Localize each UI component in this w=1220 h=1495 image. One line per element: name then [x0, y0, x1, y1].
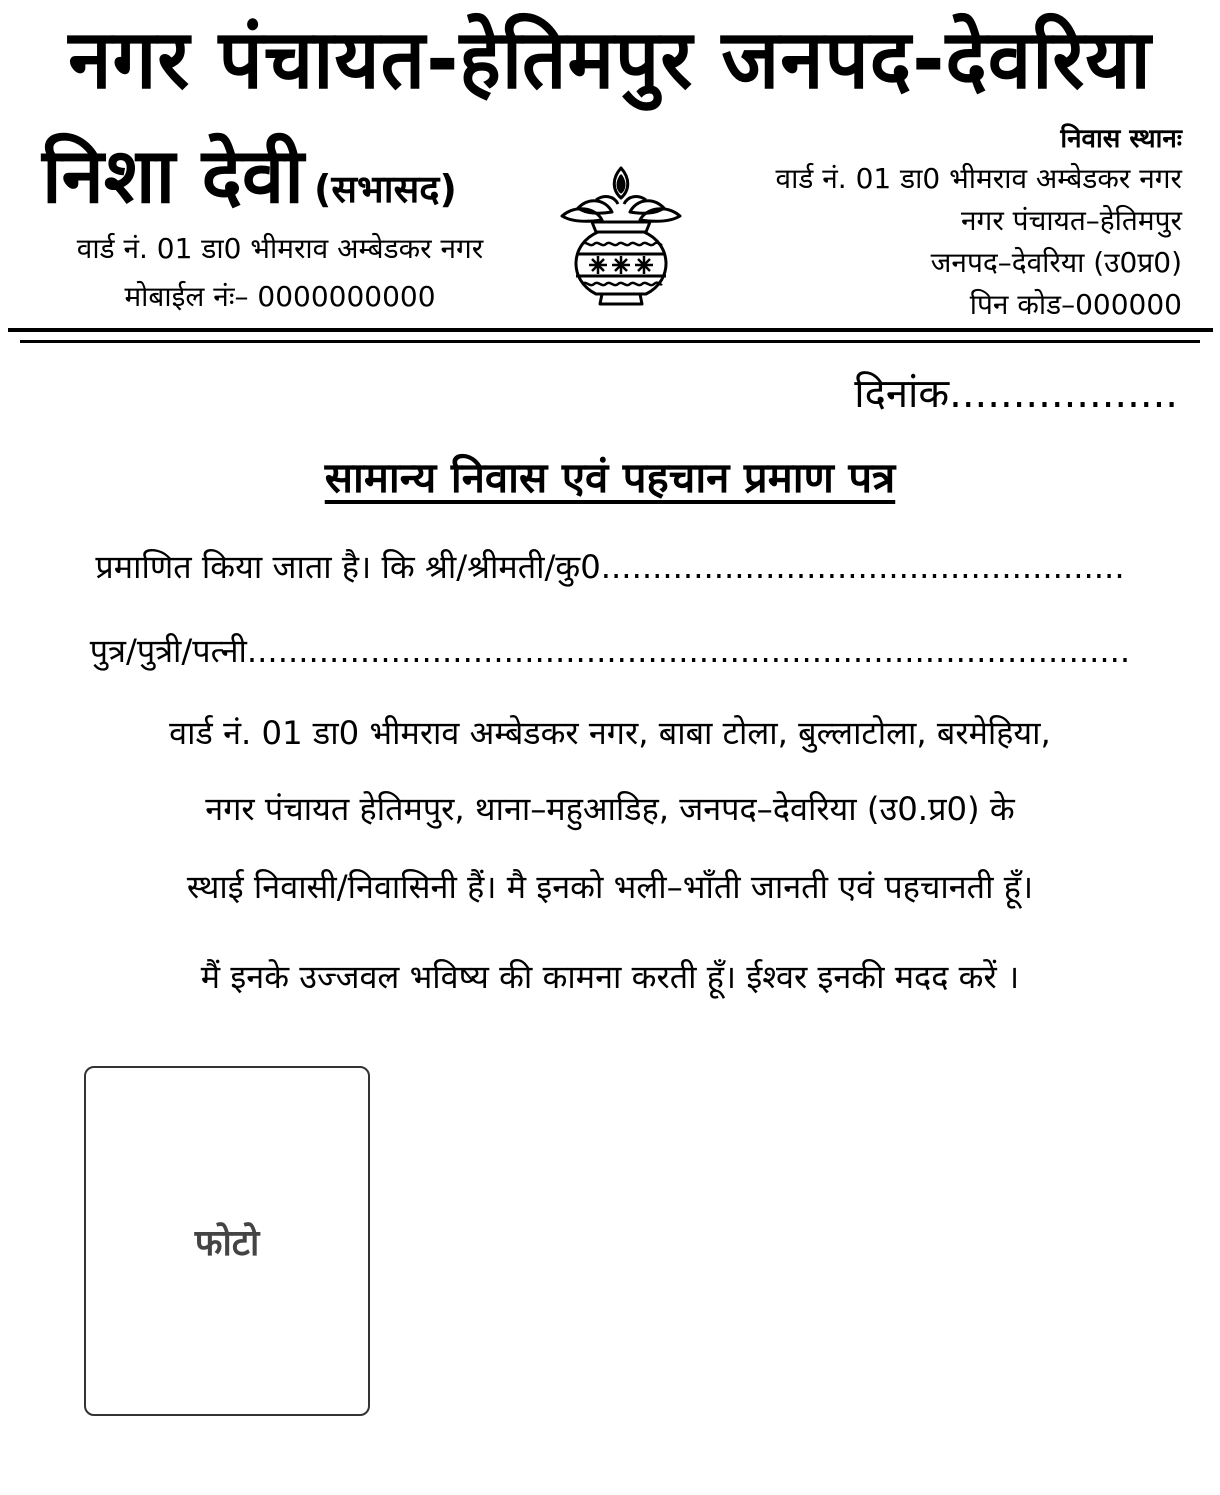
office-title: नगर पंचायत-हेतिमपुर जनपद-देवरिया — [68, 12, 1152, 108]
member-name-line — [42, 131, 457, 220]
residence-block — [622, 120, 1182, 326]
residence-line: नगर पंचायत–हेतिमपुर — [961, 204, 1182, 237]
photo-label: फोटो — [194, 1222, 260, 1264]
certificate-title: सामान्य निवास एवं पहचान प्रमाण पत्र — [324, 453, 896, 502]
residence-heading: निवास स्थानः — [1060, 124, 1182, 154]
certificate-line: प्रमाणित किया जाता है। कि श्री/श्रीमती/कु0................................................... — [95, 548, 1125, 586]
residence-line: जनपद–देवरिया (उ0प्र0) — [930, 246, 1182, 279]
residence-line: वार्ड नं. 01 डा0 भीमराव अम्बेडकर नगर — [775, 162, 1182, 195]
certificate-line: नगर पंचायत हेतिमपुर, थाना–महुआडिह, जनपद–देवरिया (उ0.प्र0) के — [205, 790, 1015, 828]
member-address: वार्ड नं. 01 डा0 भीमराव अम्बेडकर नगर — [76, 232, 484, 265]
member-mobile: मोबाईल नंः– 0000000000 — [124, 280, 436, 313]
certificate-line: स्थाई निवासी/निवासिनी हैं। मै इनको भली–भाँती जानती एवं पहचानती हूँ। — [186, 868, 1034, 906]
header-divider — [8, 328, 1213, 332]
residence-line: पिन कोड–000000 — [969, 288, 1182, 321]
member-name: निशा देवी — [42, 131, 304, 220]
photo-placeholder — [84, 1066, 370, 1416]
certificate-line: पुत्र/पुत्री/पत्नी...................................................................................... — [89, 632, 1131, 670]
certificate-line: मैं इनके उज्जवल भविष्य की कामना करती हूँ। ईश्वर इनकी मदद करें । — [200, 958, 1020, 996]
header-divider-secondary — [20, 340, 1200, 343]
date-field: दिनांक.................. — [854, 371, 1178, 417]
certificate-line: वार्ड नं. 01 डा0 भीमराव अम्बेडकर नगर, बाबा टोला, बुल्लाटोला, बरमेहिया, — [169, 714, 1051, 752]
member-role: (सभासद) — [313, 167, 457, 211]
